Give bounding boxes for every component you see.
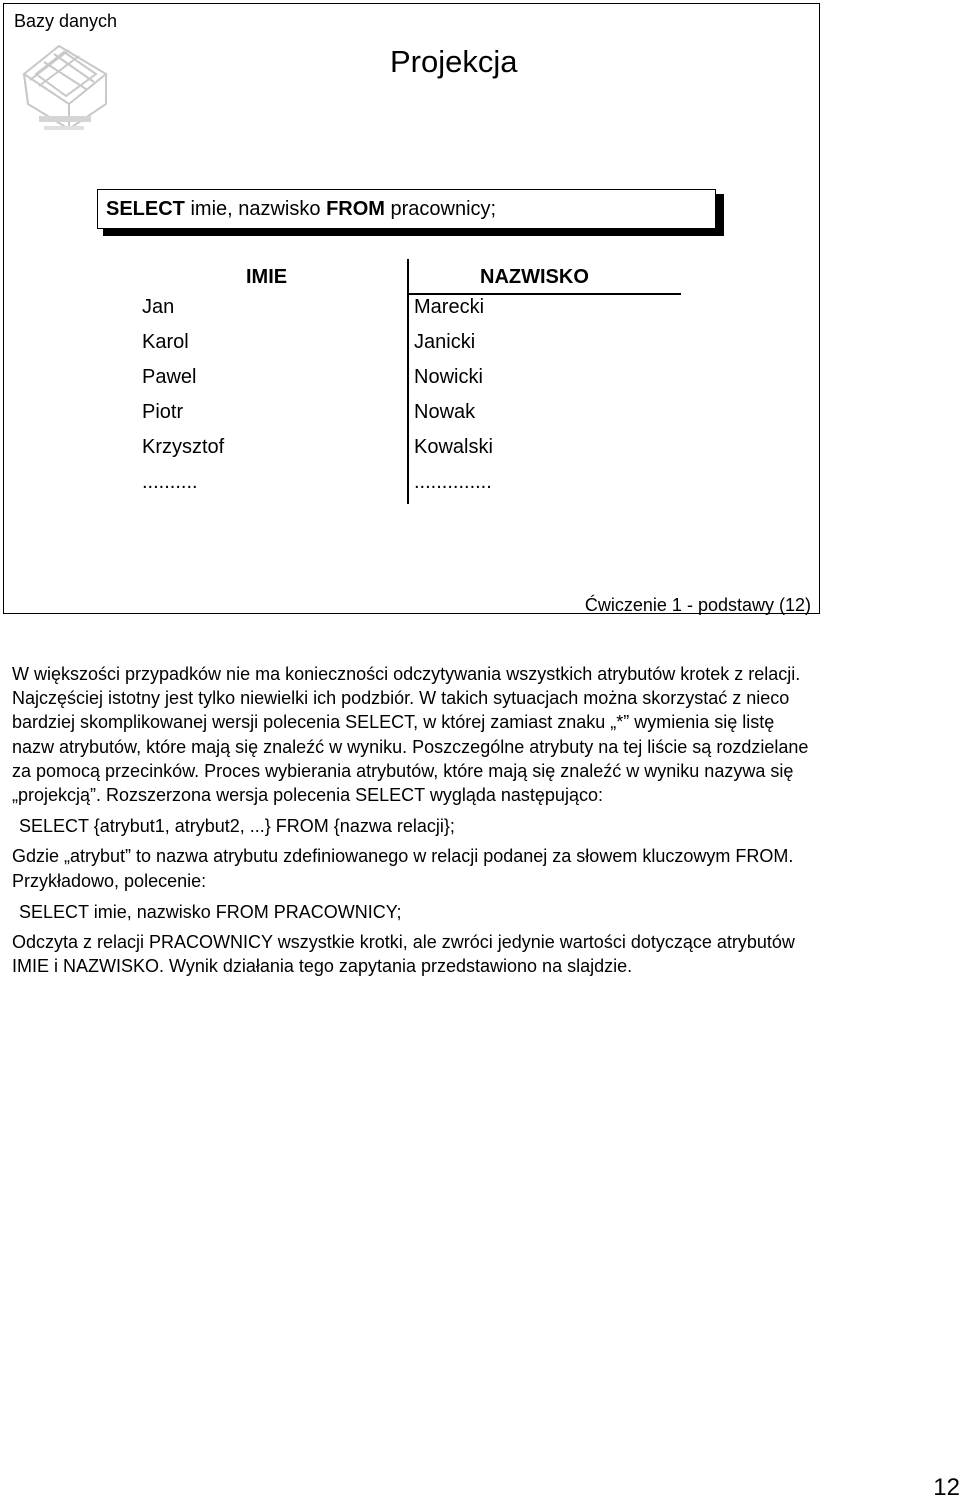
table-header-nazwisko: NAZWISKO: [480, 266, 589, 288]
table-cell-nazwisko: Nowicki: [414, 366, 483, 388]
table-cell-nazwisko: Kowalski: [414, 436, 493, 458]
table-cell-nazwisko: Marecki: [414, 296, 485, 318]
table-cell-nazwisko: Janicki: [414, 331, 476, 353]
notes-code-line: SELECT imie, nazwisko FROM PRACOWNICY;: [19, 901, 402, 922]
table-cell-imie: ..........: [142, 471, 198, 493]
slide-header: Bazy danych: [14, 11, 118, 31]
table-column-divider: [407, 259, 409, 504]
slide-footer: Ćwiczenie 1 - podstawy (12): [584, 595, 811, 615]
slide-title: Projekcja: [390, 44, 518, 79]
sql-from-keyword: FROM: [326, 198, 385, 220]
table-cell-imie: Piotr: [142, 401, 184, 423]
notes-paragraph: Odczyta z relacji PRACOWNICY wszystkie krotki, ale zwróci jedynie wartości dotyczące atrybutów IMIE i NAZWISKO. Wynik działania tego zapytania przedstawiono na slajdzie.: [12, 932, 795, 977]
table-cell-imie: Pawel: [142, 366, 197, 388]
sql-table: pracownicy;: [384, 198, 497, 220]
table-cell-imie: Krzysztof: [142, 436, 225, 458]
page-number: 12: [933, 1474, 960, 1500]
table-cell-nazwisko: ..............: [414, 471, 492, 493]
sql-select-keyword: SELECT: [106, 198, 185, 220]
table-cell-imie: Karol: [142, 331, 189, 353]
sql-query-box: [97, 189, 716, 229]
university-logo-icon: [14, 34, 114, 139]
slide: [3, 3, 820, 614]
notes-paragraph: W większości przypadków nie ma konieczności odczytywania wszystkich atrybutów krotek z relacji. Najczęściej istotny jest tylko niewielki ich podzbiór. W takich sytuacjach można skorzystać z nieco bardziej skomplikowanej wersji polecenia SELECT, w której zamiast znaku „*” wymienia się listę nazw atrybutów, które mają się znaleźć w wyniku. Poszczególne atrybuty na tej liście są rozdzielane za pomocą przecinków. Proces wybierania atrybutów, które mają się znaleźć w wyniku nazywa się „projekcją”. Rozszerzona wersja polecenia SELECT wygląda następująco:: [12, 664, 809, 806]
sql-columns: imie, nazwisko: [184, 198, 327, 220]
table-cell-nazwisko: Nowak: [414, 401, 476, 423]
table-header-imie: IMIE: [246, 266, 288, 288]
sql-query: [106, 198, 496, 221]
table-header-rule: [407, 293, 681, 295]
notes-paragraph: Gdzie „atrybut” to nazwa atrybutu zdefiniowanego w relacji podanej za słowem kluczowym FROM. Przykładowo, polecenie:: [12, 846, 794, 891]
table-cell-imie: Jan: [142, 296, 175, 318]
lecture-notes: [12, 662, 812, 978]
notes-code-line: SELECT {atrybut1, atrybut2, ...} FROM {nazwa relacji};: [19, 816, 455, 837]
